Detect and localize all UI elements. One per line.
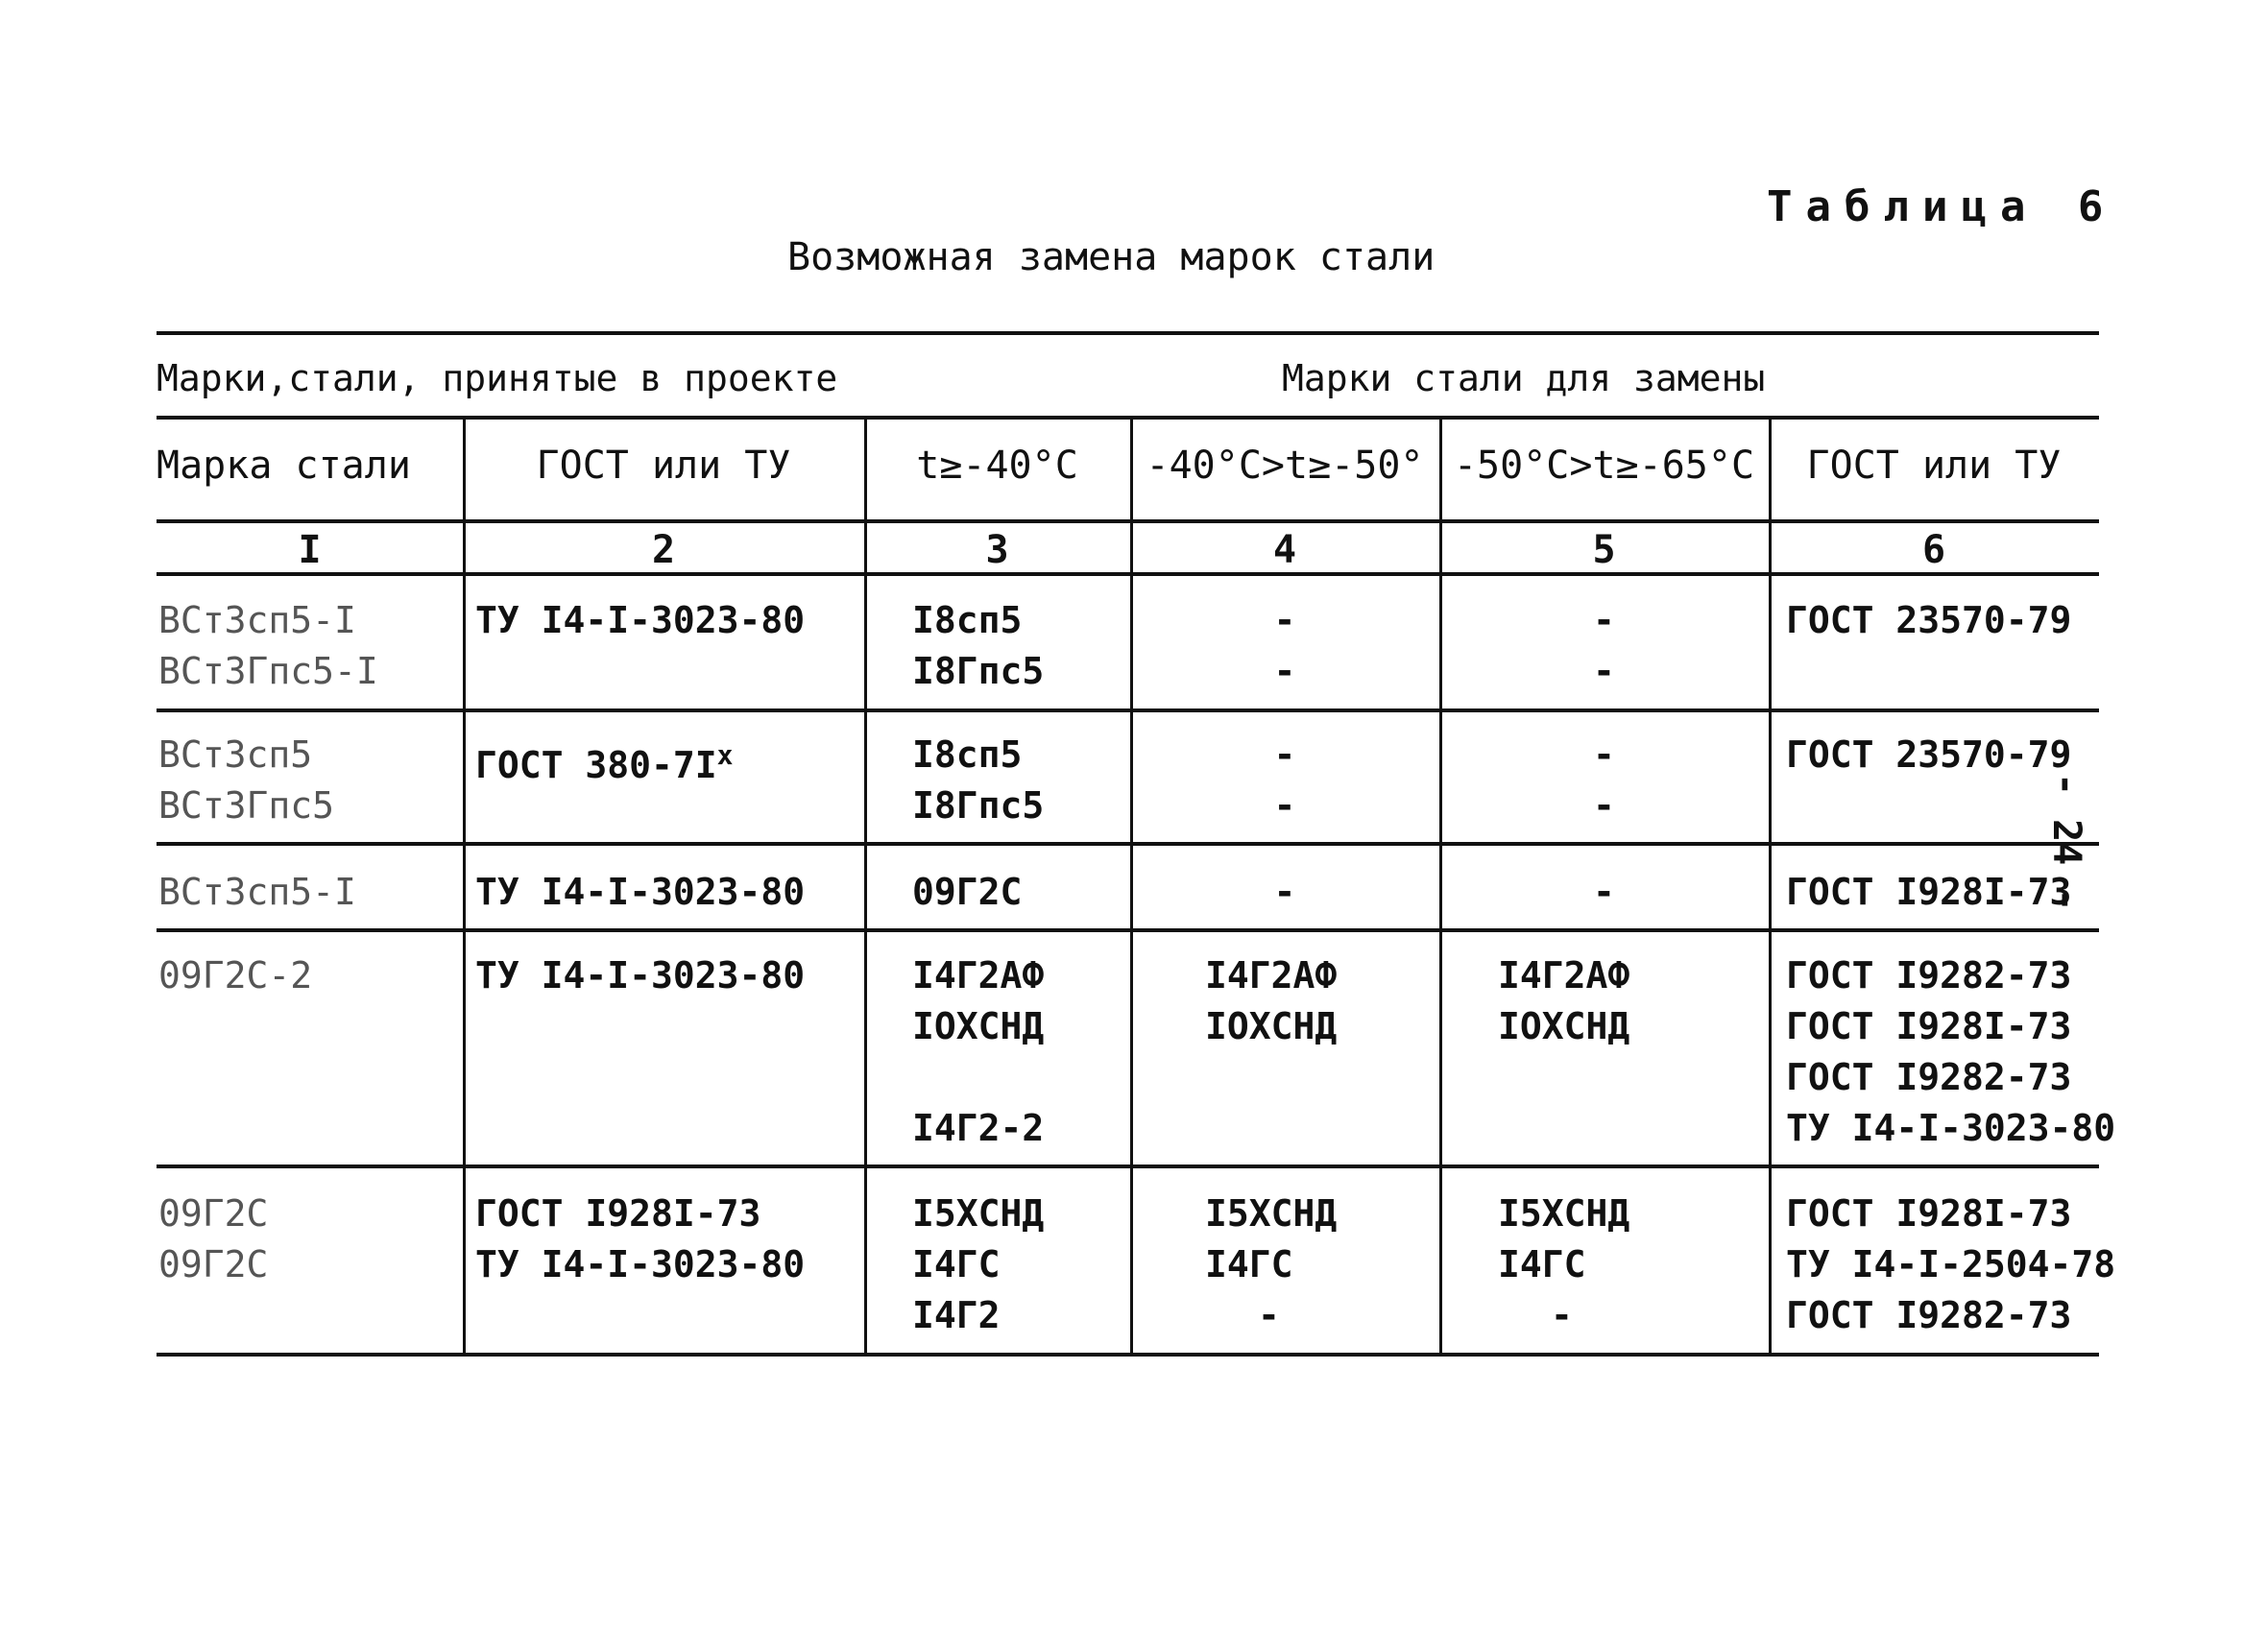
group-header-replacement: Марки стали для замены — [1282, 357, 1766, 399]
t65-cell: I4ГС — [1498, 1243, 1586, 1285]
t50-cell: - — [1273, 784, 1296, 827]
group-header-project: Марки,стали, принятые в проекте — [157, 357, 838, 399]
t65-cell: - — [1593, 871, 1615, 913]
grade-cell: 09Г2С — [158, 1243, 269, 1285]
replacement-standard-cell: ГОСТ I928I-73 — [1786, 871, 2072, 913]
rule-row-2 — [157, 842, 2099, 846]
standard-cell: ТУ I4-I-3023-80 — [475, 599, 806, 641]
t50-cell: I5ХСНД — [1205, 1192, 1338, 1235]
t40-cell: I4ГС — [912, 1243, 1001, 1285]
t40-cell: I4Г2-2 — [912, 1107, 1045, 1149]
t65-cell: - — [1593, 784, 1615, 827]
standard-cell: ТУ I4-I-3023-80 — [475, 1243, 806, 1285]
rule-column-header — [157, 519, 2099, 523]
table-title: Возможная замена марок стали — [787, 235, 1436, 279]
replacement-standard-cell: ГОСТ I9282-73 — [1786, 1056, 2072, 1098]
replacement-standard-cell: ГОСТ I9282-73 — [1786, 1294, 2072, 1336]
column-header-standard: ГОСТ или ТУ — [536, 444, 791, 488]
t50-cell: - — [1273, 599, 1296, 641]
grade-cell: 09Г2С — [158, 1192, 269, 1235]
t40-cell: I5ХСНД — [912, 1192, 1045, 1235]
t40-cell: I8Гпс5 — [912, 784, 1045, 827]
rule-row-1 — [157, 708, 2099, 712]
column-number-2: 2 — [651, 528, 676, 572]
t65-cell: - — [1593, 599, 1615, 641]
t40-cell — [912, 1052, 1044, 1103]
t65-cell: I5ХСНД — [1498, 1192, 1630, 1235]
column-number-5: 5 — [1592, 528, 1616, 572]
t50-cell: - — [1273, 871, 1296, 913]
grade-cell: 09Г2С-2 — [158, 954, 313, 997]
standard-cell: ГОСТ I928I-73 — [475, 1192, 761, 1235]
column-header-replacement-standard: ГОСТ или ТУ — [1806, 444, 2062, 488]
t40-cell: I4Г2 — [912, 1294, 1001, 1336]
replacement-standard-cell: ГОСТ 23570-79 — [1786, 733, 2072, 776]
column-header-t65: -50°C>t≥-65°C — [1453, 444, 1755, 488]
column-number-6: 6 — [1921, 528, 1946, 572]
t50-cell: - — [1258, 1294, 1280, 1336]
replacement-standard-cell: ГОСТ I928I-73 — [1786, 1005, 2072, 1047]
replacement-standard-cell: ТУ I4-I-2504-78 — [1786, 1243, 2116, 1285]
t50-cell: I4ГС — [1205, 1243, 1293, 1285]
standard-cell: ТУ I4-I-3023-80 — [475, 871, 806, 913]
grade-cell: ВСт3сп5-I — [158, 871, 356, 913]
t50-cell: - — [1273, 733, 1296, 776]
t40-cell: I8сп5 — [912, 733, 1023, 776]
t40-cell: I8Гпс5 — [912, 650, 1045, 692]
table-row — [158, 595, 378, 697]
t50-cell: - — [1273, 650, 1296, 692]
t40-cell: I4Г2АФ — [912, 954, 1045, 997]
grade-cell: ВСт3Гпс5 — [158, 784, 335, 827]
t50-cell: I4Г2АФ — [1205, 954, 1338, 997]
t40-cell: I8сп5 — [912, 599, 1023, 641]
replacement-standard-cell: ГОСТ I928I-73 — [1786, 1192, 2072, 1235]
column-number-4: 4 — [1272, 528, 1297, 572]
table-label: Таблица 6 — [1767, 182, 2117, 231]
t40-cell: IОХСНД — [912, 1005, 1045, 1047]
column-header-grade: Марка стали — [157, 444, 411, 488]
page-number: - 24 - — [2044, 773, 2088, 912]
t50-cell: IОХСНД — [1205, 1005, 1338, 1047]
t65-cell: IОХСНД — [1498, 1005, 1630, 1047]
t65-cell: - — [1593, 650, 1615, 692]
rule-bottom — [157, 1353, 2099, 1357]
replacement-standard-cell: ГОСТ I9282-73 — [1786, 954, 2072, 997]
rule-top — [157, 331, 2099, 335]
grade-cell: ВСт3сп5-I — [158, 599, 356, 641]
grade-cell: ВСт3Гпс5-I — [158, 650, 378, 692]
t65-cell: - — [1551, 1294, 1573, 1336]
column-header-t50: -40°C>t≥-50° — [1146, 444, 1424, 488]
standard-cell: ТУ I4-I-3023-80 — [475, 954, 806, 997]
column-number-3: 3 — [985, 528, 1009, 572]
rule-row-3 — [157, 928, 2099, 932]
replacement-standard-cell: ТУ I4-I-3023-80 — [1786, 1107, 2116, 1149]
footnote-mark: x — [716, 739, 734, 771]
column-number-1: I — [298, 528, 322, 572]
replacement-standard-cell: ГОСТ 23570-79 — [1786, 599, 2072, 641]
rule-row-4 — [157, 1165, 2099, 1168]
t65-cell: - — [1593, 733, 1615, 776]
grade-cell: ВСт3сп5 — [158, 733, 313, 776]
standard-cell-wrap — [475, 730, 734, 791]
t65-cell: I4Г2АФ — [1498, 954, 1630, 997]
standard-cell: ГОСТ 380-7I — [475, 744, 717, 786]
column-header-t40: t≥-40°C — [916, 444, 1078, 488]
t40-cell: 09Г2С — [912, 871, 1023, 913]
